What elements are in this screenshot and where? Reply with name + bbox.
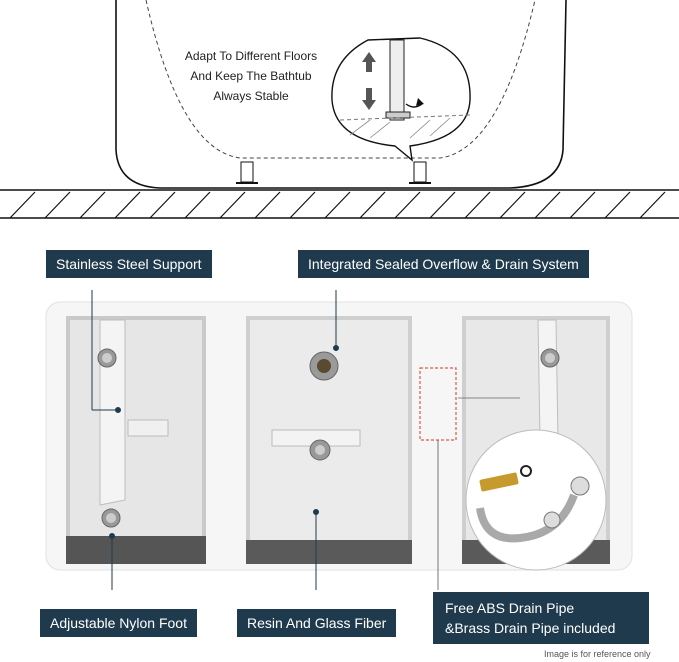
bathtub-side-diagram	[0, 0, 679, 230]
label-adjustable-nylon-foot: Adjustable Nylon Foot	[40, 609, 197, 637]
label-stainless-steel-support: Stainless Steel Support	[46, 250, 212, 278]
callout-line-3: Always Stable	[213, 89, 289, 103]
drain-pipe-line-1: Free ABS Drain Pipe	[445, 600, 575, 616]
label-resin-glass-fiber: Resin And Glass Fiber	[237, 609, 396, 637]
label-integrated-overflow: Integrated Sealed Overflow & Drain System	[298, 250, 589, 278]
callout-line-2: And Keep The Bathtub	[190, 69, 312, 83]
drain-pipe-line-2: &Brass Drain Pipe included	[445, 620, 616, 636]
bathtub-underside-photo	[0, 290, 679, 590]
reference-footnote: Image is for reference only	[544, 649, 651, 659]
label-drain-pipe	[433, 592, 649, 644]
callout-line-1: Adapt To Different Floors	[184, 49, 318, 63]
floor-adapt-callout	[160, 46, 342, 106]
